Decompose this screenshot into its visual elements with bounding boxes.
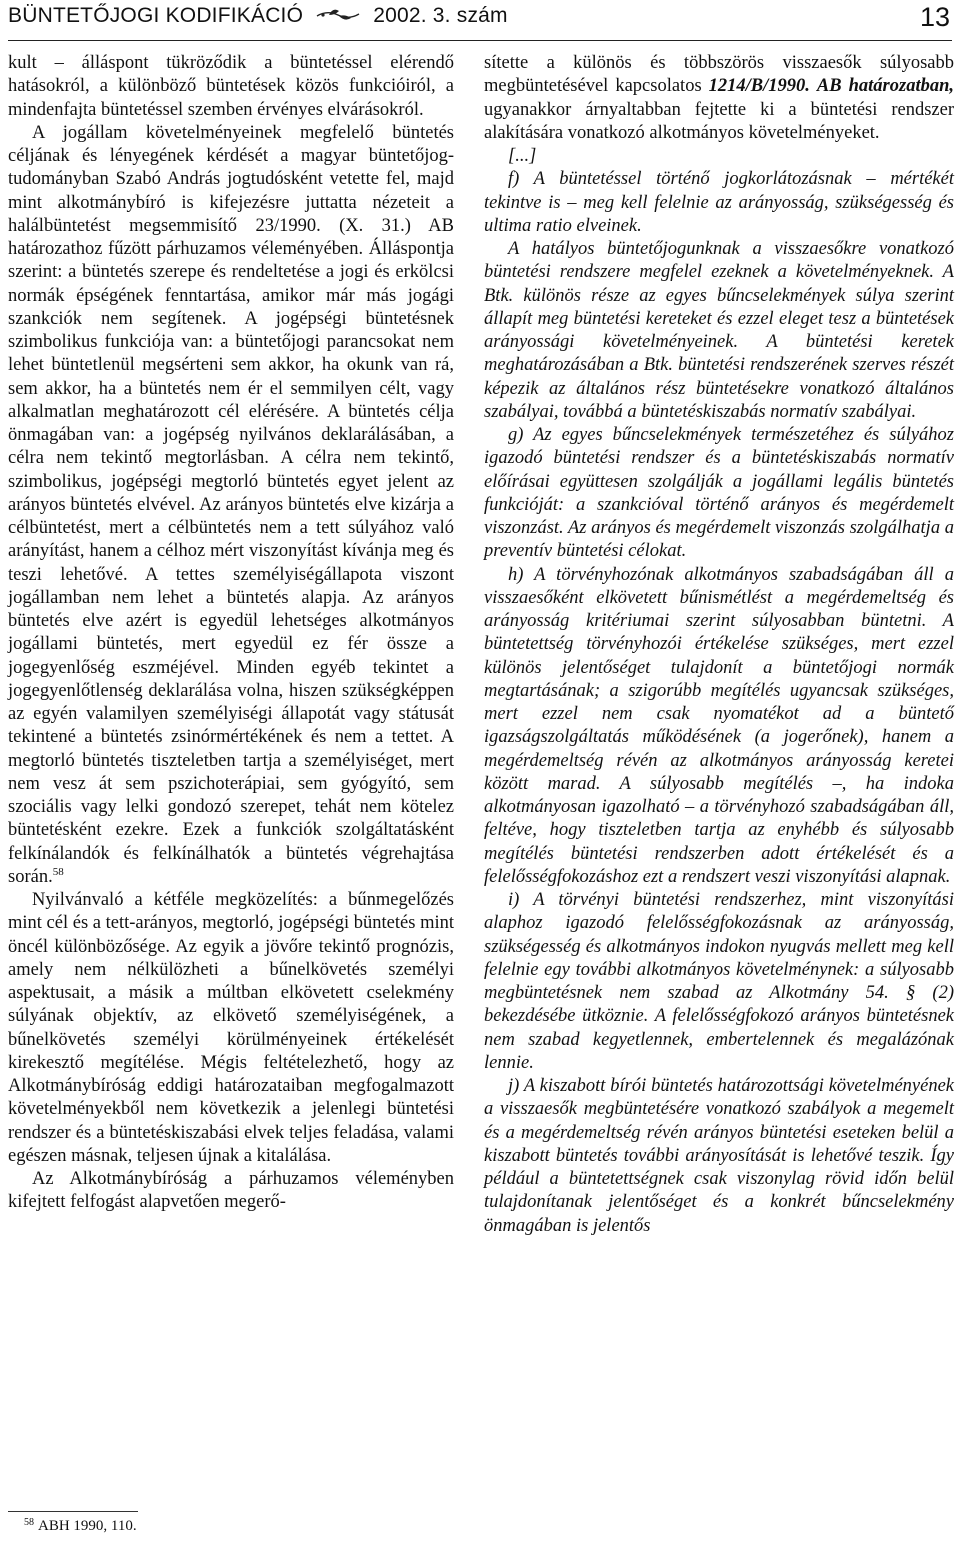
quoted-point-i: i) A törvényi büntetési rendszerhez, mint viszonyítási alaphoz igazodó felelősségfokozásnak az arányosság, szükségesség és alkotmányos indokon nyugvás mellett meg kell felelnie egy további alkotmányos követelménynek: a súlyosabb megbüntetésnek nem szabad az Alkotmány 54. § (2) bekezdésébe ütköznie. A felelősségfokozó arányos büntetésnek nem szabad kegyetlennek, embertelennek és megalázónak lennie. <box>484 890 954 1073</box>
paragraph: Az Alkotmánybíróság a párhuzamos véleményben kifejtett felfogást alapvetően megerő- <box>8 1169 454 1213</box>
quoted-point-f: f) A büntetéssel történő jogkorlátozásnak – mértékét tekintve is – meg kell felelnie az arányosság, szükségesség és ultima ratio elveinek. <box>484 169 954 236</box>
paragraph-text: A jogállam követelményeinek megfelelő büntetés céljának és lényegének kérdését a magyar büntetőjog-tudományban Szabó András jogtudósként vetette fel, majd mint alkotmánybíró is kifejezésre juttatta nézeteit a halálbüntetést megsemmisítő 23/1990. (X. 31.) AB határozathoz fűzött párhuzamos véleményében. Álláspontja szerint: a büntetés szerepe és rendeltetése a jogi és erkölcsi normák épségének fenntartása, amikor már más jogági szankciók nem segítenek. A jogépségi büntetésnek szimbolikus funkciója van: a büntetőjogi parancsokat nem lehet büntetlenül megsérteni sem akkor, ha okunk van rá, sem akkor, ha a büntetés nem ér el semmilyen célt, vagy alkalmatlan meghatározott cél elérésére. A büntetés célja önmagában van: a jogépség nyilvános deklarálásában, a célra nem tekintő megtorlásban. A célra nem tekintő, szimbolikus, jogépségi megtorló büntetés egyet jelent az arányos büntetés elvével. Az arányos büntetés elve kizárja a célbüntetést, mert a célbüntetés nem a tett súlyához való arányítást, hanem a célhoz mért viszonyítást kívánja meg és teszi lehetővé. A tettes személyiségállapota viszont jogállamban nem lehet a büntetés alapja. Az arányos büntetés elve azért is egyedül lehetséges alkotmányos jogállami büntetés, mert egyedül ez fér össze a jogegyenlőség eszméjével. Minden egyéb tekintet a jogegyenlőtlenség deklarálása volna, hiszen szükségképpen az egyén valamilyen személyiségi állapotát vagy státusát tekintené a büntetés zsinórmértékének és nem a tettet. A megtorló büntetés tiszteletben tartja a személyiséget, mert nem vesz át sem pszichoterápiai, sem gyógyító, sem szociális vagy lelki gondozó szerepet, tehát nem kötelez büntetésként ezekre. Ezek a funkciók szolgáltatásként felkínálandók és felkínálhatók a büntetés végrehajtása során. <box>8 122 454 887</box>
footnote-reference: 58 <box>52 865 64 878</box>
footnote-divider <box>8 1511 138 1512</box>
issue-label: 2002. 3. szám <box>373 4 508 27</box>
ellipsis: [...] <box>508 146 537 166</box>
paragraph <box>8 122 454 889</box>
quoted-point-j: j) A kiszabott bírói büntetés határozottsági követelményének a visszaesők megbüntetésére vonatkozó szabályok a megemelt és a megérdemeltség révén arányos büntetési eseteken belül a kiszabott büntetés további arányosítását is lehetővé teszik. Így például a büntetettségnek csak viszonylag rövid időn belül tulajdonítanak jelentőséget és a konkrét bűncselekmény önmagában is jelentős <box>484 1076 954 1236</box>
paragraph: Nyilvánvaló a kétféle megközelítés: a bűnmegelőzés mint cél és a tett-arányos, megtorló, jogépségi büntetés mint öncél különbözősége. Az egyik a jövőre tekintő prognózis, amely nem nélkülözheti a bűnelkövetés személyi aspektusait, a másik a múltban elkövetett cselekmény súlyának objektív, az elkövető személyiségének, a bűnelkövetés személyi körülményeinek értékelését kirekesztő megítélése. Mégis feltételezhető, hogy az Alkotmánybíróság eddigi határozataiban megfogalmazott követelményekből nem következik a jelenlegi büntetési rendszer és a büntetéskiszabási elvek teljes feladása, valami egészen másnak, teljesen újnak a kitalálása. <box>8 890 454 1166</box>
fleuron-ornament-icon <box>315 6 361 24</box>
quoted-point-h: h) A törvényhozónak alkotmányos szabadságában áll a visszaesőként elkövetett bűnismétlést a megérdemeltség és arányosság kritériumai szerint súlyosabban büntetni. A büntetettség törvényhozói értékelése szükséges, mert ezzel különös jelentőséget tulajdonít a büntetőjogi normák megtartásának; a szigorúbb megítélés ugyancsak szükséges, mert ezzel nem csak nyomatékot ad a büntető igazságszolgáltatás működésének (a jogerőnek), hanem a megérdemeltség révén az alkotmányos arányosság keretei között marad. A súlyosabb megítélés –, ha indoka alkotmányosan igazolható – a törvényhozó szabadságában áll, feltéve, hogy tiszteletben tartja az enyhébb és súlyosabb megítélés büntetési rendszerben adott értékelését és a felelősségfokozáshoz ezt a rendszert veszi viszonyítási alapnak. <box>484 564 954 887</box>
page-number: 13 <box>919 2 950 32</box>
footnote-number: 58 <box>24 1517 34 1528</box>
case-reference: 1214/B/1990. <box>708 76 810 97</box>
journal-title: BÜNTETŐJOGI KODIFIKÁCIÓ <box>8 4 304 27</box>
quoted-point-g: g) Az egyes bűncselekmények természetéhez és súlyához igazodó büntetési rendszer és a büntetéskiszabás normatív előírásai együttesen szolgálják a jogállami legális büntetés funkcióját: a szankcióval történő arányos és megérdemelt viszonzást. Az arányos és megérdemelt viszonzás szolgálhatja a preventív büntetési célokat. <box>484 425 954 562</box>
right-column <box>484 52 954 1238</box>
footnote <box>24 1518 137 1535</box>
paragraph <box>484 52 954 145</box>
paragraph: kult – álláspont tükröződik a büntetéssel elérendő hatásokról, a különböző büntetések közös funkcióiról, a mindenfajta büntetéssel szemben érvényes elvárásokról. <box>8 53 454 120</box>
page-header <box>8 0 952 41</box>
paragraph-text: sítette a különös és többszörös visszaesők súlyosabb megbüntetésével kapcsolatos <box>484 53 954 97</box>
case-reference-label: AB határozatban, <box>816 76 954 97</box>
running-title <box>8 4 508 28</box>
spacer <box>810 76 817 96</box>
left-column <box>8 52 454 1215</box>
quoted-paragraph: A hatályos büntetőjogunknak a visszaesőkre vonatkozó büntetési rendszere megfelel ezeknek a követelményeknek. A Btk. különös része az egyes bűncselekmények súlya szerint állapít meg büntetési kereteket és ezzel eleget tesz a büntetések arányossági követelményeinek. A büntetési keretek meghatározásában a Btk. büntetési rendszerének szerves részét képezik az általános rész büntetésekre vonatkozó általános szabályai, továbbá a büntetéskiszabás normatív szabályai. <box>484 239 954 422</box>
paragraph-text: ugyanakkor árnyaltabban fejtette ki a büntetési rendszer alakítására vonatkozó alkotmányos követelményeket. <box>484 99 954 143</box>
footnote-text: ABH 1990, 110. <box>38 1518 137 1534</box>
